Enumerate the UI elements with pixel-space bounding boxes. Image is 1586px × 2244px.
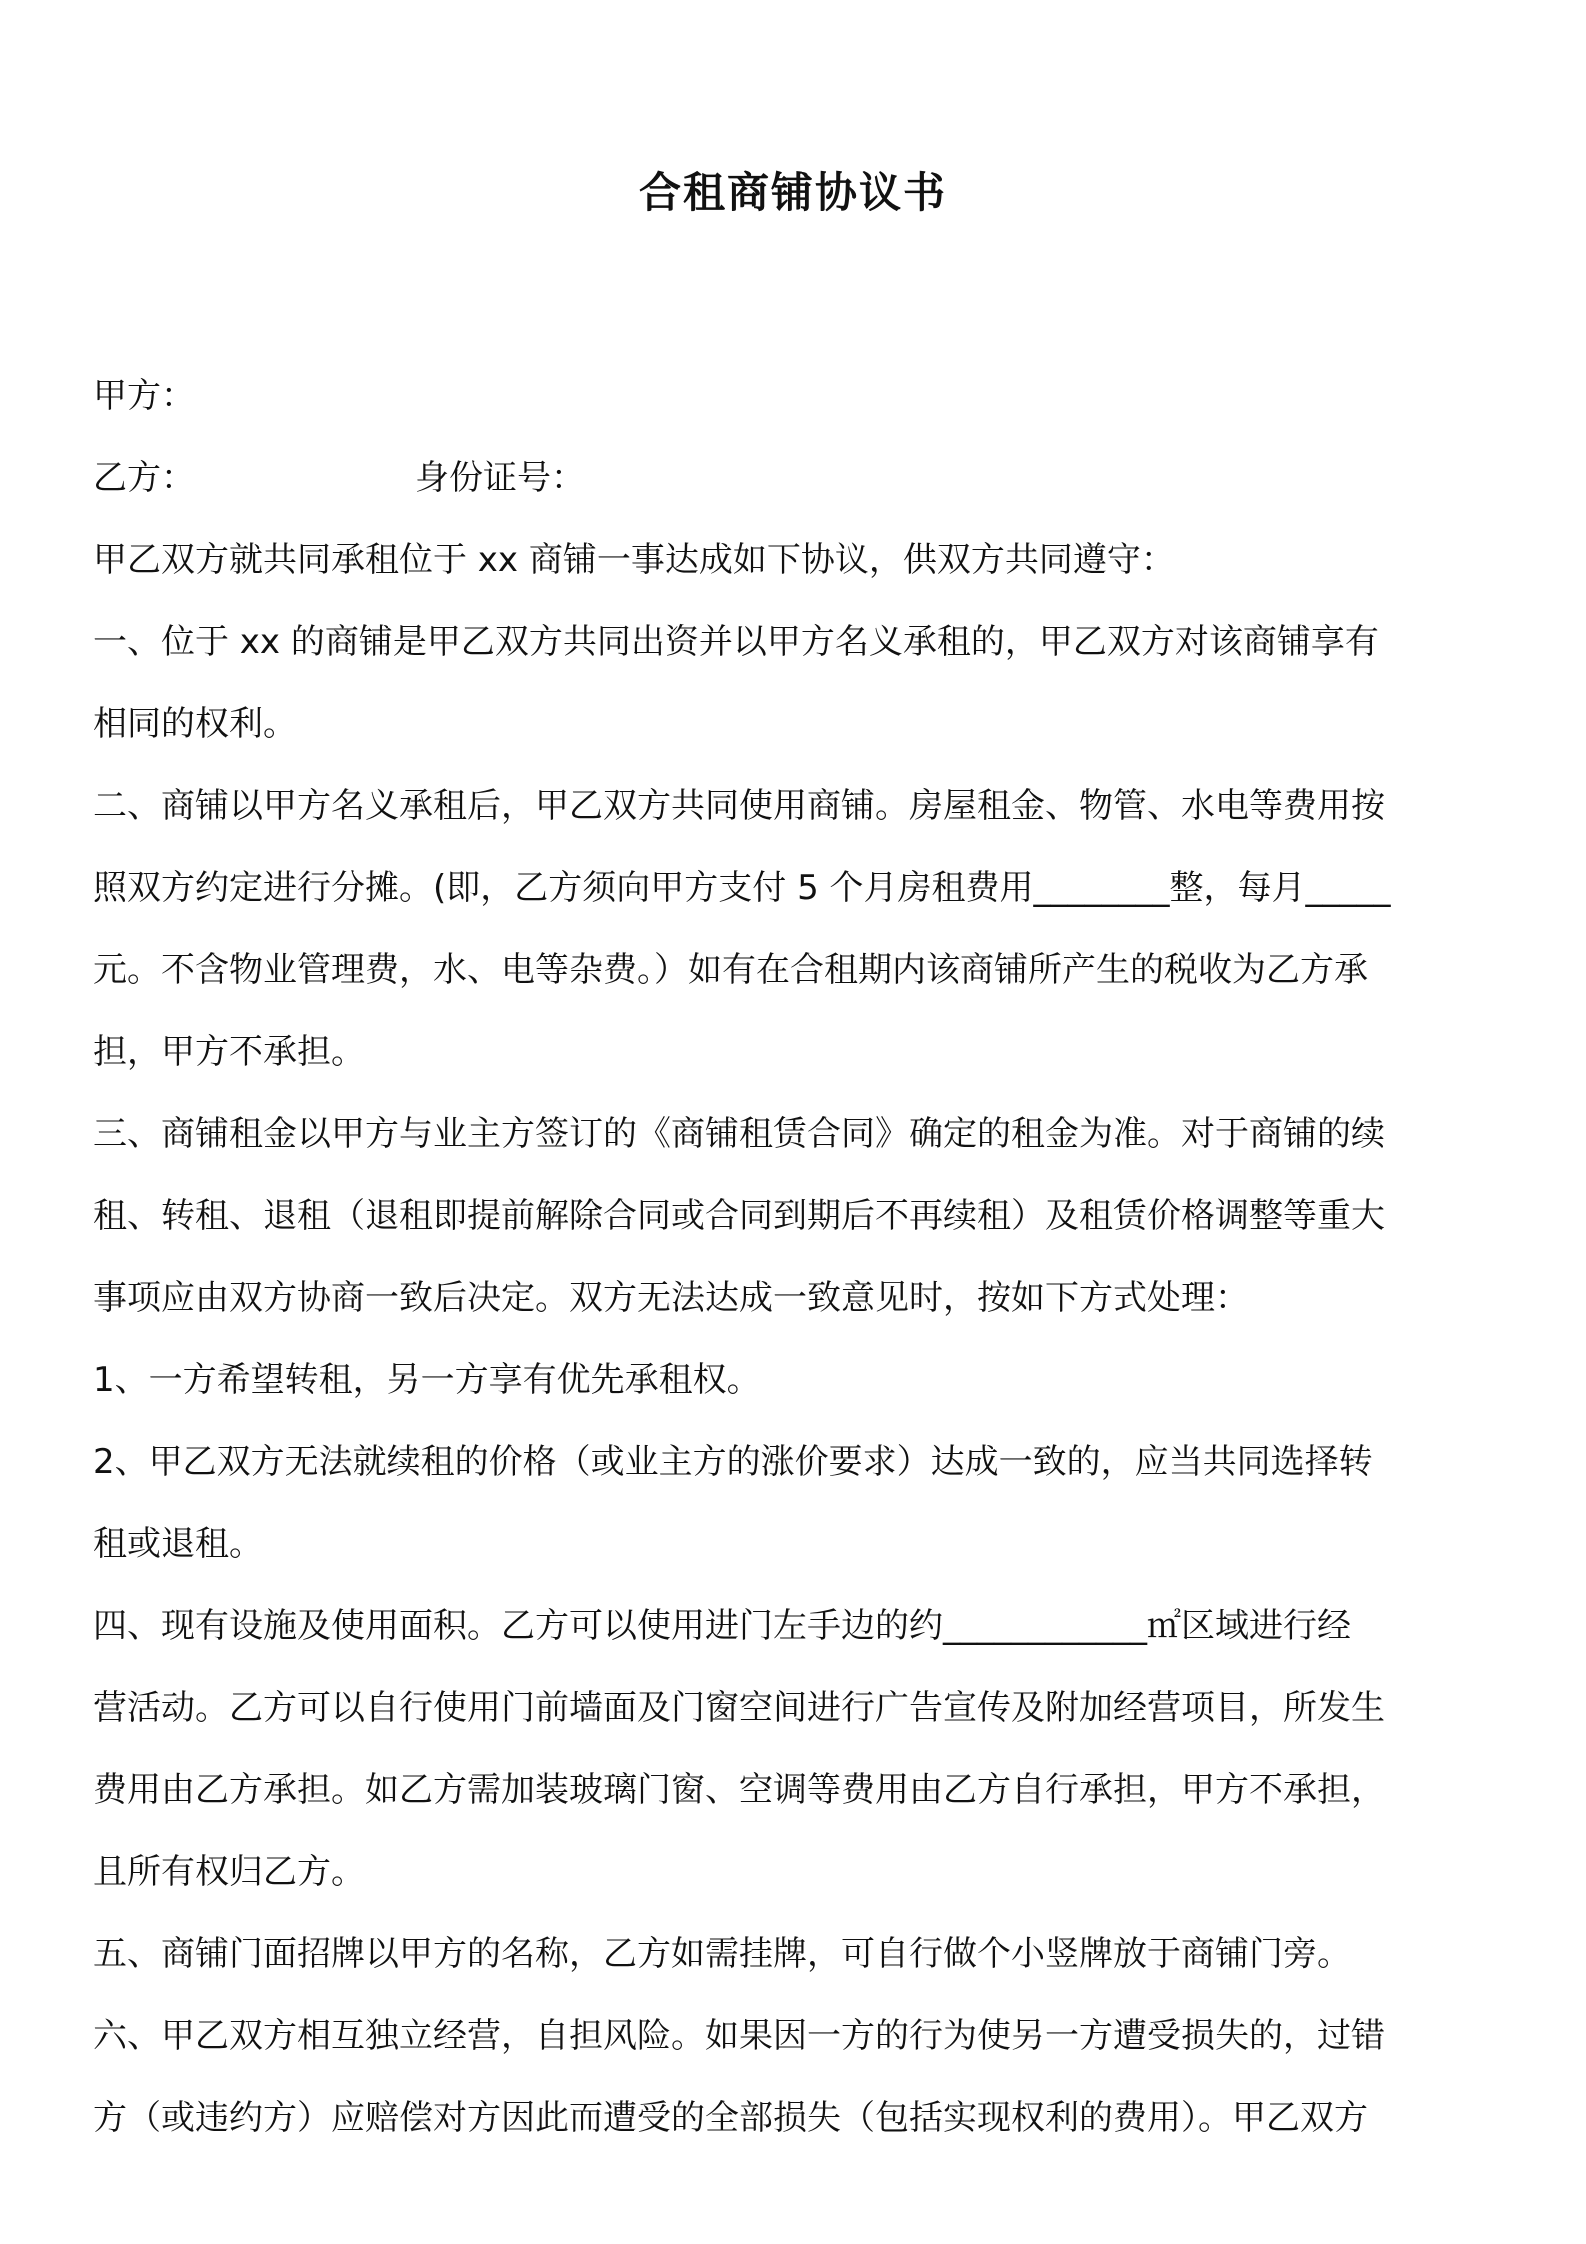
body-line: 方（或违约方）应赔偿对方因此而遭受的全部损失（包括实现权利的费用）。甲乙双方 [93,2098,1368,2138]
party-a-label: 甲方： [93,376,195,416]
body-line: 担，甲方不承担。 [93,1032,365,1072]
body-line: 元。不含物业管理费，水、电等杂费。）如有在合租期内该商铺所产生的税收为乙方承 [93,950,1368,990]
document-title: 合租商铺协议书 [638,168,947,217]
body-line: 且所有权归乙方。 [93,1852,365,1892]
id-number-label: 身份证号： [415,458,585,498]
body-line: 租、转租、退租（退租即提前解除合同或合同到期后不再续租）及租赁价格调整等重大 [93,1196,1385,1236]
body-line: 三、商铺租金以甲方与业主方签订的《商铺租赁合同》确定的租金为准。对于商铺的续 [93,1114,1385,1154]
body-line: 2、甲乙双方无法就续租的价格（或业主方的涨价要求）达成一致的，应当共同选择转 [93,1442,1373,1482]
body-line: 甲乙双方就共同承租位于 xx 商铺一事达成如下协议，供双方共同遵守： [93,540,1175,580]
body-line: 事项应由双方协商一致后决定。双方无法达成一致意见时，按如下方式处理： [93,1278,1249,1318]
body-line: 1、一方希望转租，另一方享有优先承租权。 [93,1360,761,1400]
body-line: 相同的权利。 [93,704,297,744]
body-line: 一、位于 xx 的商铺是甲乙双方共同出资并以甲方名义承租的，甲乙双方对该商铺享有 [93,622,1379,662]
body-line: 二、商铺以甲方名义承租后，甲乙双方共同使用商铺。房屋租金、物管、水电等费用按 [93,786,1385,826]
party-a-line [93,355,1513,437]
body-line: 费用由乙方承担。如乙方需加装玻璃门窗、空调等费用由乙方自行承担，甲方不承担， [93,1770,1385,1810]
body-line: 租或退租。 [93,1524,263,1564]
body-line: 四、现有设施及使用面积。乙方可以使用进门左手边的约____________㎡区域进行经 [93,1606,1351,1646]
body-line: 五、商铺门面招牌以甲方的名称，乙方如需挂牌，可自行做个小竖牌放于商铺门旁。 [93,1934,1351,1974]
body-line: 营活动。乙方可以自行使用门前墙面及门窗空间进行广告宣传及附加经营项目，所发生 [93,1688,1385,1728]
body-line: 六、甲乙双方相互独立经营，自担风险。如果因一方的行为使另一方遭受损失的，过错 [93,2016,1385,2056]
document-body [93,355,1513,2159]
party-b-label: 乙方： [93,458,195,498]
body-line: 照双方约定进行分摊。(即，乙方须向甲方支付 5 个月房租费用________整，每月_____ [93,868,1391,908]
party-b-line [93,437,1513,519]
